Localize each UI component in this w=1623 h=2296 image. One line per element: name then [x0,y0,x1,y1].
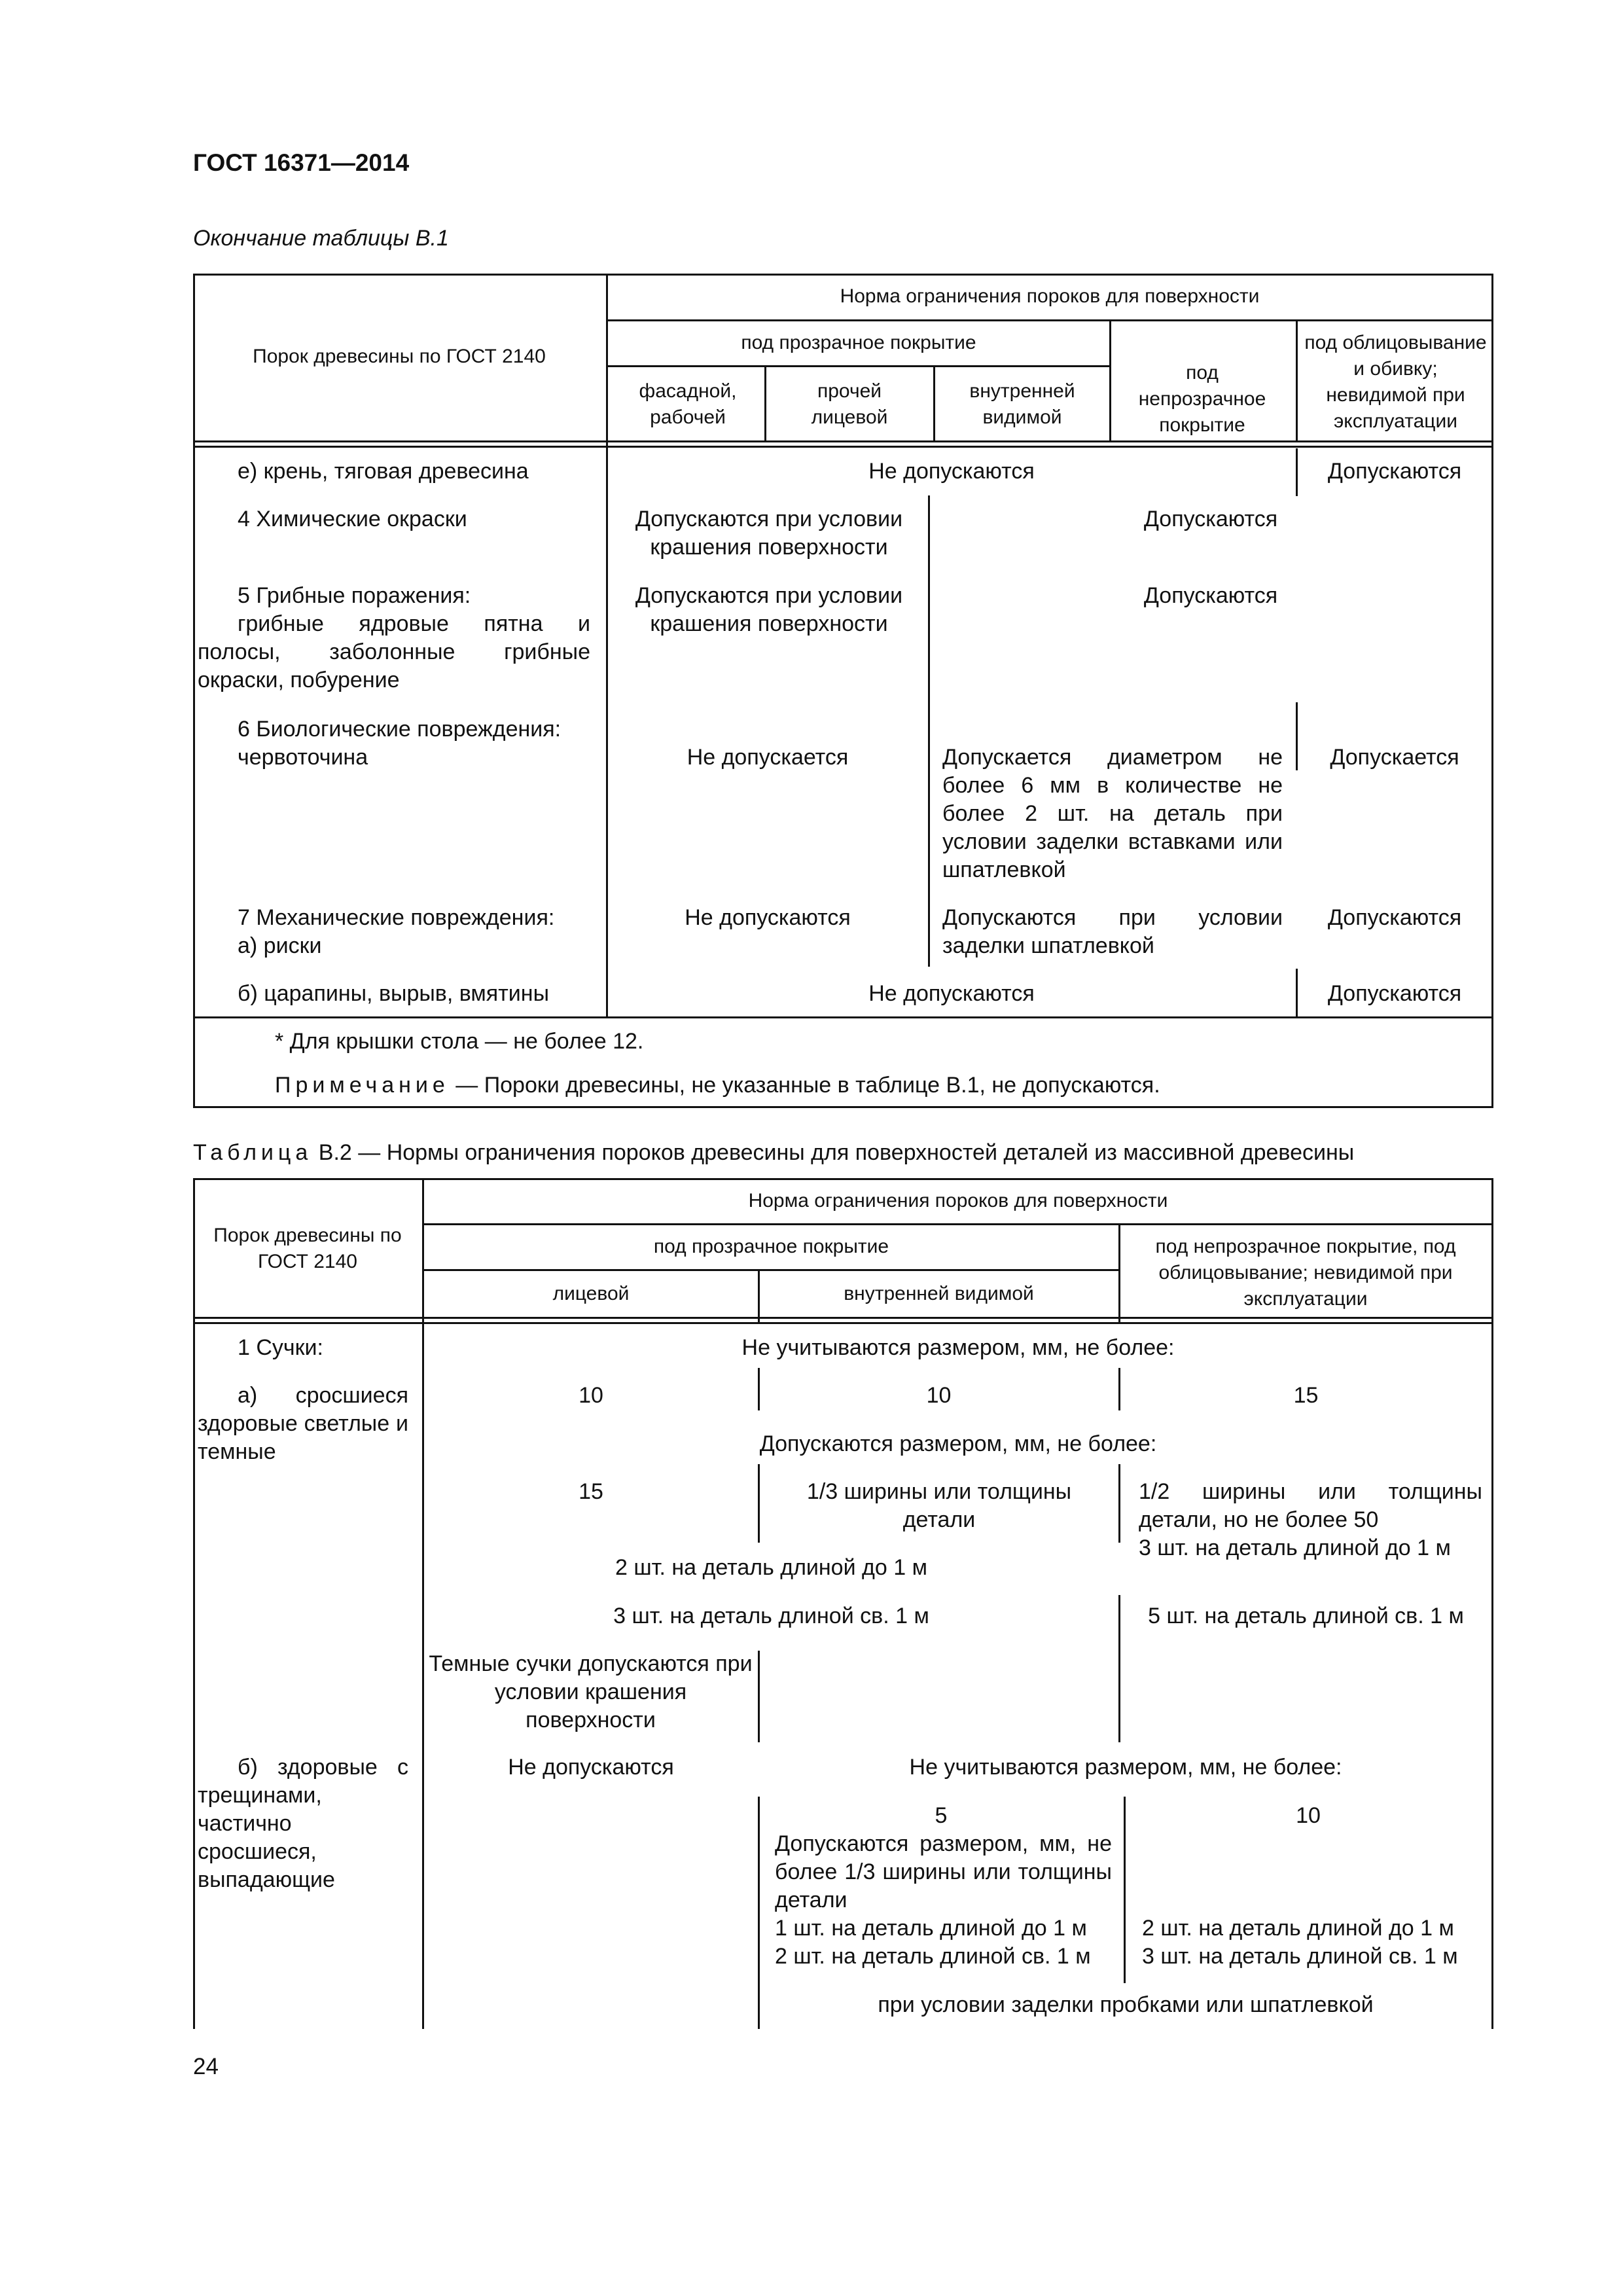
b2-head-inner: внутренней видимой [844,1283,1034,1304]
table-line [422,1178,424,2029]
table-line [1118,1464,1120,1543]
b1-head-other-face: прочей лицевой [811,380,888,428]
b1-row7-b: Допускаются при условии заделки шпатлевкой [942,905,1283,958]
b1-row6-c: Допускается [1330,745,1459,770]
table-line [928,495,930,967]
b2-b-name: б) здоровые с трещинами, частично сросшиеся, выпадающие [198,1755,408,1892]
b1-row5-name: 5 Грибные поражения: [238,583,471,608]
b2-a-s2: 1/3 ширины или толщины детали [806,1479,1072,1532]
table-line [1118,1595,1120,1742]
table-line [193,1322,1493,1324]
b2-allowed-size: Допускаются размером, мм, не более: [759,1431,1157,1456]
table-b2-caption [193,1140,1354,1166]
b2-a-c1: 2 шт. на деталь длиной до 1 м [615,1555,927,1580]
b1-row6-name: 6 Биологические повреждения: [238,717,562,742]
page-header: ГОСТ 16371—2014 [193,149,410,176]
table-line [193,1106,1493,1108]
b1-row6-b: Допускается диаметром не более 6 мм в количестве не более 2 шт. на деталь при условии заделки вставками или шпатлевкой [942,745,1283,882]
b1-head-norm: Норма ограничения пороков для поверхности [840,285,1260,307]
b1-row7-a: Не допускаются [685,905,851,930]
table-line [193,1016,1493,1018]
b1-note [275,1071,1160,1100]
page-number: 24 [193,2054,219,2079]
b2-b-c2: 2 шт. на деталь длиной св. 1 м [775,1944,1091,1969]
table-line [422,1223,1493,1225]
table-line [422,1269,1120,1271]
table-line [758,1651,760,1742]
b2-b-c3: 2 шт. на деталь длиной до 1 м [1142,1916,1454,1941]
b2-head-defect: Порок древесины по ГОСТ 2140 [213,1225,402,1272]
b2-caption-label: Таблица [193,1140,313,1165]
table-line [758,1464,760,1543]
b1-row7b-c: Допускаются [1327,981,1462,1006]
b2-dark: Темные сучки допускаются при условии крашения поверхности [429,1651,753,1732]
table-line [758,1368,760,1410]
table-line [758,1269,760,1324]
b2-caption-text: В.2 — Нормы ограничения пороков древесины для поверхностей деталей из массивной древесины [318,1140,1355,1165]
table-line [1296,969,1298,1016]
table-line [1491,1178,1493,2029]
b2-head-face: лицевой [552,1283,630,1304]
b2-b-not-counted: Не учитываются размером, мм, не более: [909,1755,1342,1780]
b1-row-e-last: Допускаются [1327,459,1462,484]
b2-a-c3: 5 шт. на деталь длиной св. 1 м [1148,1604,1464,1628]
b1-row7b-name: б) царапины, вырыв, вмятины [238,981,549,1006]
table-line [764,365,766,442]
b1-head-transparent: под прозрачное покрытие [741,332,976,353]
b2-a-s1: 15 [579,1479,603,1504]
table-line [1491,274,1493,1108]
b2-a-s3: 1/2 ширины или толщины детали, но не более 50 [1139,1479,1482,1532]
b2-b-v1: Не допускаются [508,1755,674,1780]
b1-row5-sub: грибные ядровые пятна и полосы, заболонные грибные окраски, побурение [198,611,590,692]
table-line [606,274,608,1018]
table-line [606,319,1493,321]
b2-head-norm: Норма ограничения пороков для поверхности [748,1190,1168,1211]
table-line [933,365,935,442]
b1-row7-c: Допускаются [1327,905,1462,930]
table-line [193,1317,1493,1319]
b2-a-name: а) сросшиеся здоровые светлые и темные [198,1383,408,1464]
table-line [193,274,195,1108]
table-line [1118,1368,1120,1410]
table-line [1118,1223,1120,1324]
b2-a-v3: 15 [1293,1383,1319,1408]
b1-row7-name: 7 Механические повреждения: [238,905,555,930]
b1-note-label: Примечание [275,1073,450,1098]
b1-row4-a: Допускаются при условии крашения поверхности [635,507,903,560]
b2-a-v2: 10 [926,1383,952,1408]
b2-b-v3: 10 [1296,1803,1321,1828]
b1-head-veneer: под облицовывание и обивку; невидимой при эксплуатации [1304,332,1487,432]
table-line [1296,702,1298,770]
table-line [1296,319,1298,442]
b1-row6-sub: червоточина [238,745,368,770]
table-line [1296,448,1298,496]
b2-b-cond: при условии заделки пробками или шпатлевкой [878,1992,1374,2017]
b1-row7-sub: а) риски [238,933,322,958]
b1-head-defect: Порок древесины по ГОСТ 2140 [253,346,546,367]
b2-not-counted: Не учитываются размером, мм, не более: [741,1335,1175,1360]
b1-row7b-a: Не допускаются [868,981,1035,1006]
b2-a-s3b: 3 шт. на деталь длиной до 1 м [1139,1535,1451,1560]
table-line [193,446,1493,448]
b2-knots: 1 Сучки: [238,1335,323,1360]
table-line [193,440,1493,442]
b2-b-c1: 1 шт. на деталь длиной до 1 м [775,1916,1087,1941]
b1-head-opaque: под непрозрачное покрытие [1138,362,1266,436]
table-line [193,1178,195,2029]
b1-row6-a: Не допускается [687,745,849,770]
b2-head-opaque: под непрозрачное покрытие, под облицовывание; невидимой при эксплуатации [1155,1236,1456,1310]
table-line [606,365,1111,367]
b1-footnote: * Для крышки стола — не более 12. [275,1029,644,1054]
b1-head-facade: фасадной, рабочей [639,380,737,428]
b2-a-c2: 3 шт. на деталь длиной св. 1 м [613,1604,929,1628]
b2-head-transparent: под прозрачное покрытие [653,1236,889,1257]
b1-head-inner: внутренней видимой [969,380,1075,428]
table-line [758,1797,760,2029]
b1-row-e-name: е) крень, тяговая древесина [238,459,529,484]
b2-a-v1: 10 [579,1383,603,1408]
b1-row5-b: Допускаются [1143,583,1278,608]
table-line [193,274,1493,276]
b2-b-v2: 5 [935,1803,948,1828]
b1-row-e-norm: Не допускаются [868,459,1035,484]
b2-b-c4: 3 шт. на деталь длиной св. 1 м [1142,1944,1458,1969]
b1-row4-name: 4 Химические окраски [238,507,467,531]
b1-note-text: — Пороки древесины, не указанные в таблице В.1, не допускаются. [455,1073,1160,1098]
table-line [193,1178,1493,1180]
b1-row5-a: Допускаются при условии крашения поверхности [635,583,903,636]
b2-b-allowed: Допускаются размером, мм, не более 1/3 ширины или толщины детали [775,1831,1112,1912]
table-b1-caption: Окончание таблицы В.1 [193,226,449,251]
b1-row4-b: Допускаются [1143,507,1278,531]
table-line [1109,319,1111,442]
